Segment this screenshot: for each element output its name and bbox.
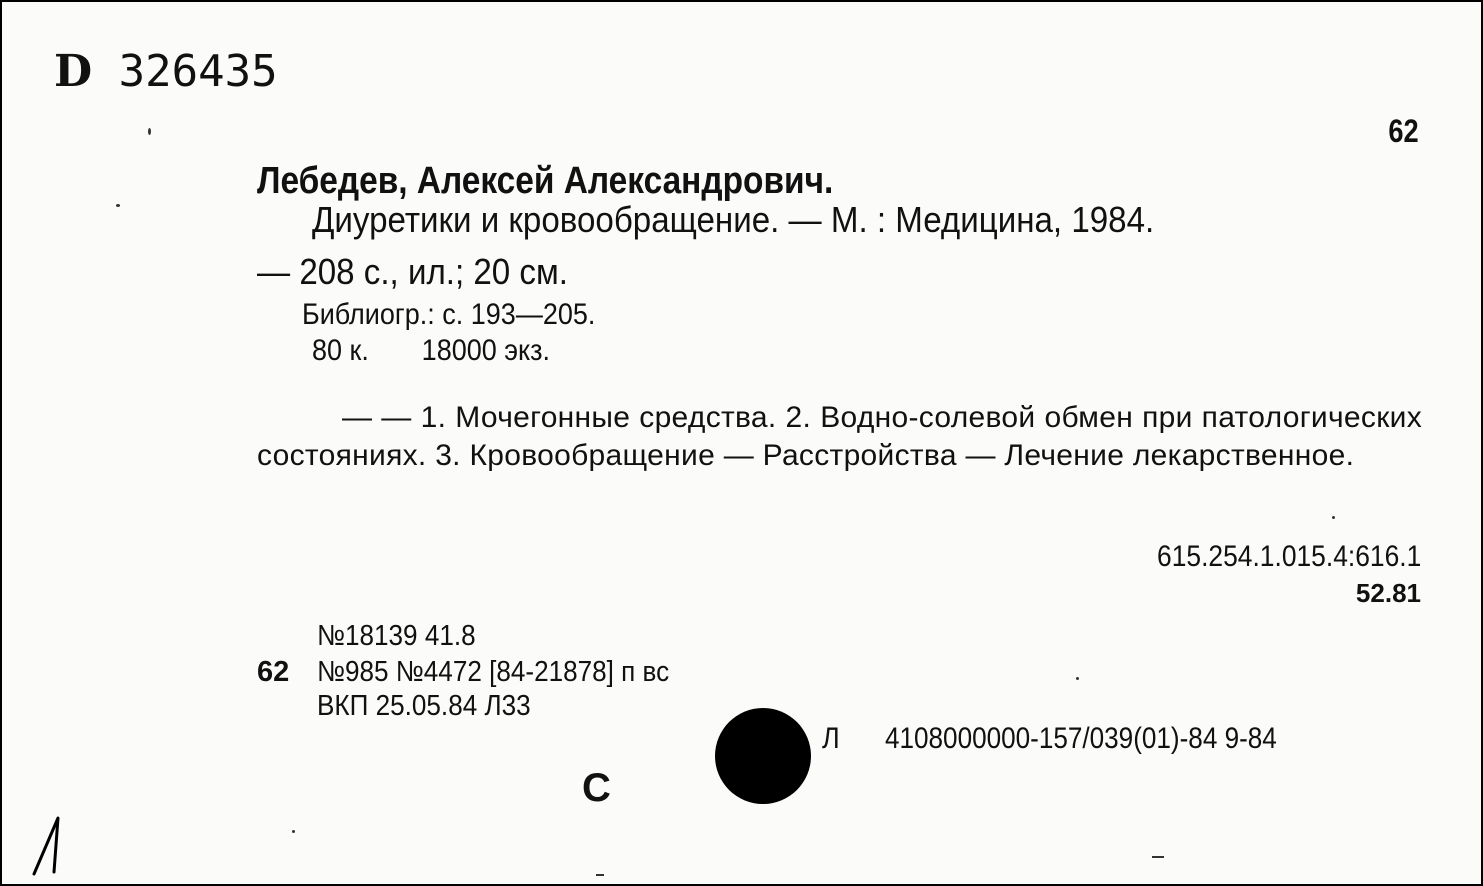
card-id-number: 326435: [118, 46, 278, 97]
publisher-code: 4108000000-157/039(01)-84 9-84: [885, 722, 1277, 755]
title-statement: Диуретики и кровообращение. — М. : Медицина, 1984.: [312, 199, 1155, 240]
udc-index: 615.254.1.015.4:616.1: [1156, 540, 1421, 573]
card-id-prefix: D: [54, 46, 93, 97]
bibliography-note: Библиогр.: с. 193—205.: [302, 298, 596, 331]
speck: [596, 874, 604, 876]
bbk-index: 52.81: [1355, 578, 1421, 608]
speck: [1076, 677, 1079, 680]
speck: [292, 830, 295, 833]
speck: [148, 128, 151, 135]
copyright-mark: С: [582, 766, 611, 810]
service-line-1: №18139 41.8: [317, 620, 476, 652]
service-line-2: №985 №4472 [84-21878] п вс: [317, 656, 670, 688]
service-line-2-number: 62: [257, 656, 290, 688]
handwritten-mark: [28, 812, 68, 878]
punch-hole: [715, 708, 811, 804]
publisher-code-letter: Л: [822, 722, 840, 755]
author-heading: Лебедев, Алексей Александрович.: [257, 160, 834, 202]
print-run: 18000 экз.: [421, 334, 551, 367]
speck: [1332, 516, 1335, 519]
price-run-line: [312, 336, 550, 366]
service-line-3: ВКП 25.05.84 Л33: [317, 690, 531, 722]
subject-headings: [257, 399, 1422, 475]
speck: [1152, 856, 1164, 858]
transliteration-code: 62: [1388, 113, 1419, 149]
card-id: [54, 46, 278, 97]
speck: [116, 204, 120, 207]
price: 80 к.: [312, 334, 369, 367]
subject-text: — — 1. Мочегонные средства. 2. Водно-солевой обмен при патологических состояниях. 3. Кровообращение — Расстройства — Лечение лекарственное.: [257, 401, 1422, 472]
physical-description: — 208 с., ил.; 20 см.: [257, 251, 568, 292]
